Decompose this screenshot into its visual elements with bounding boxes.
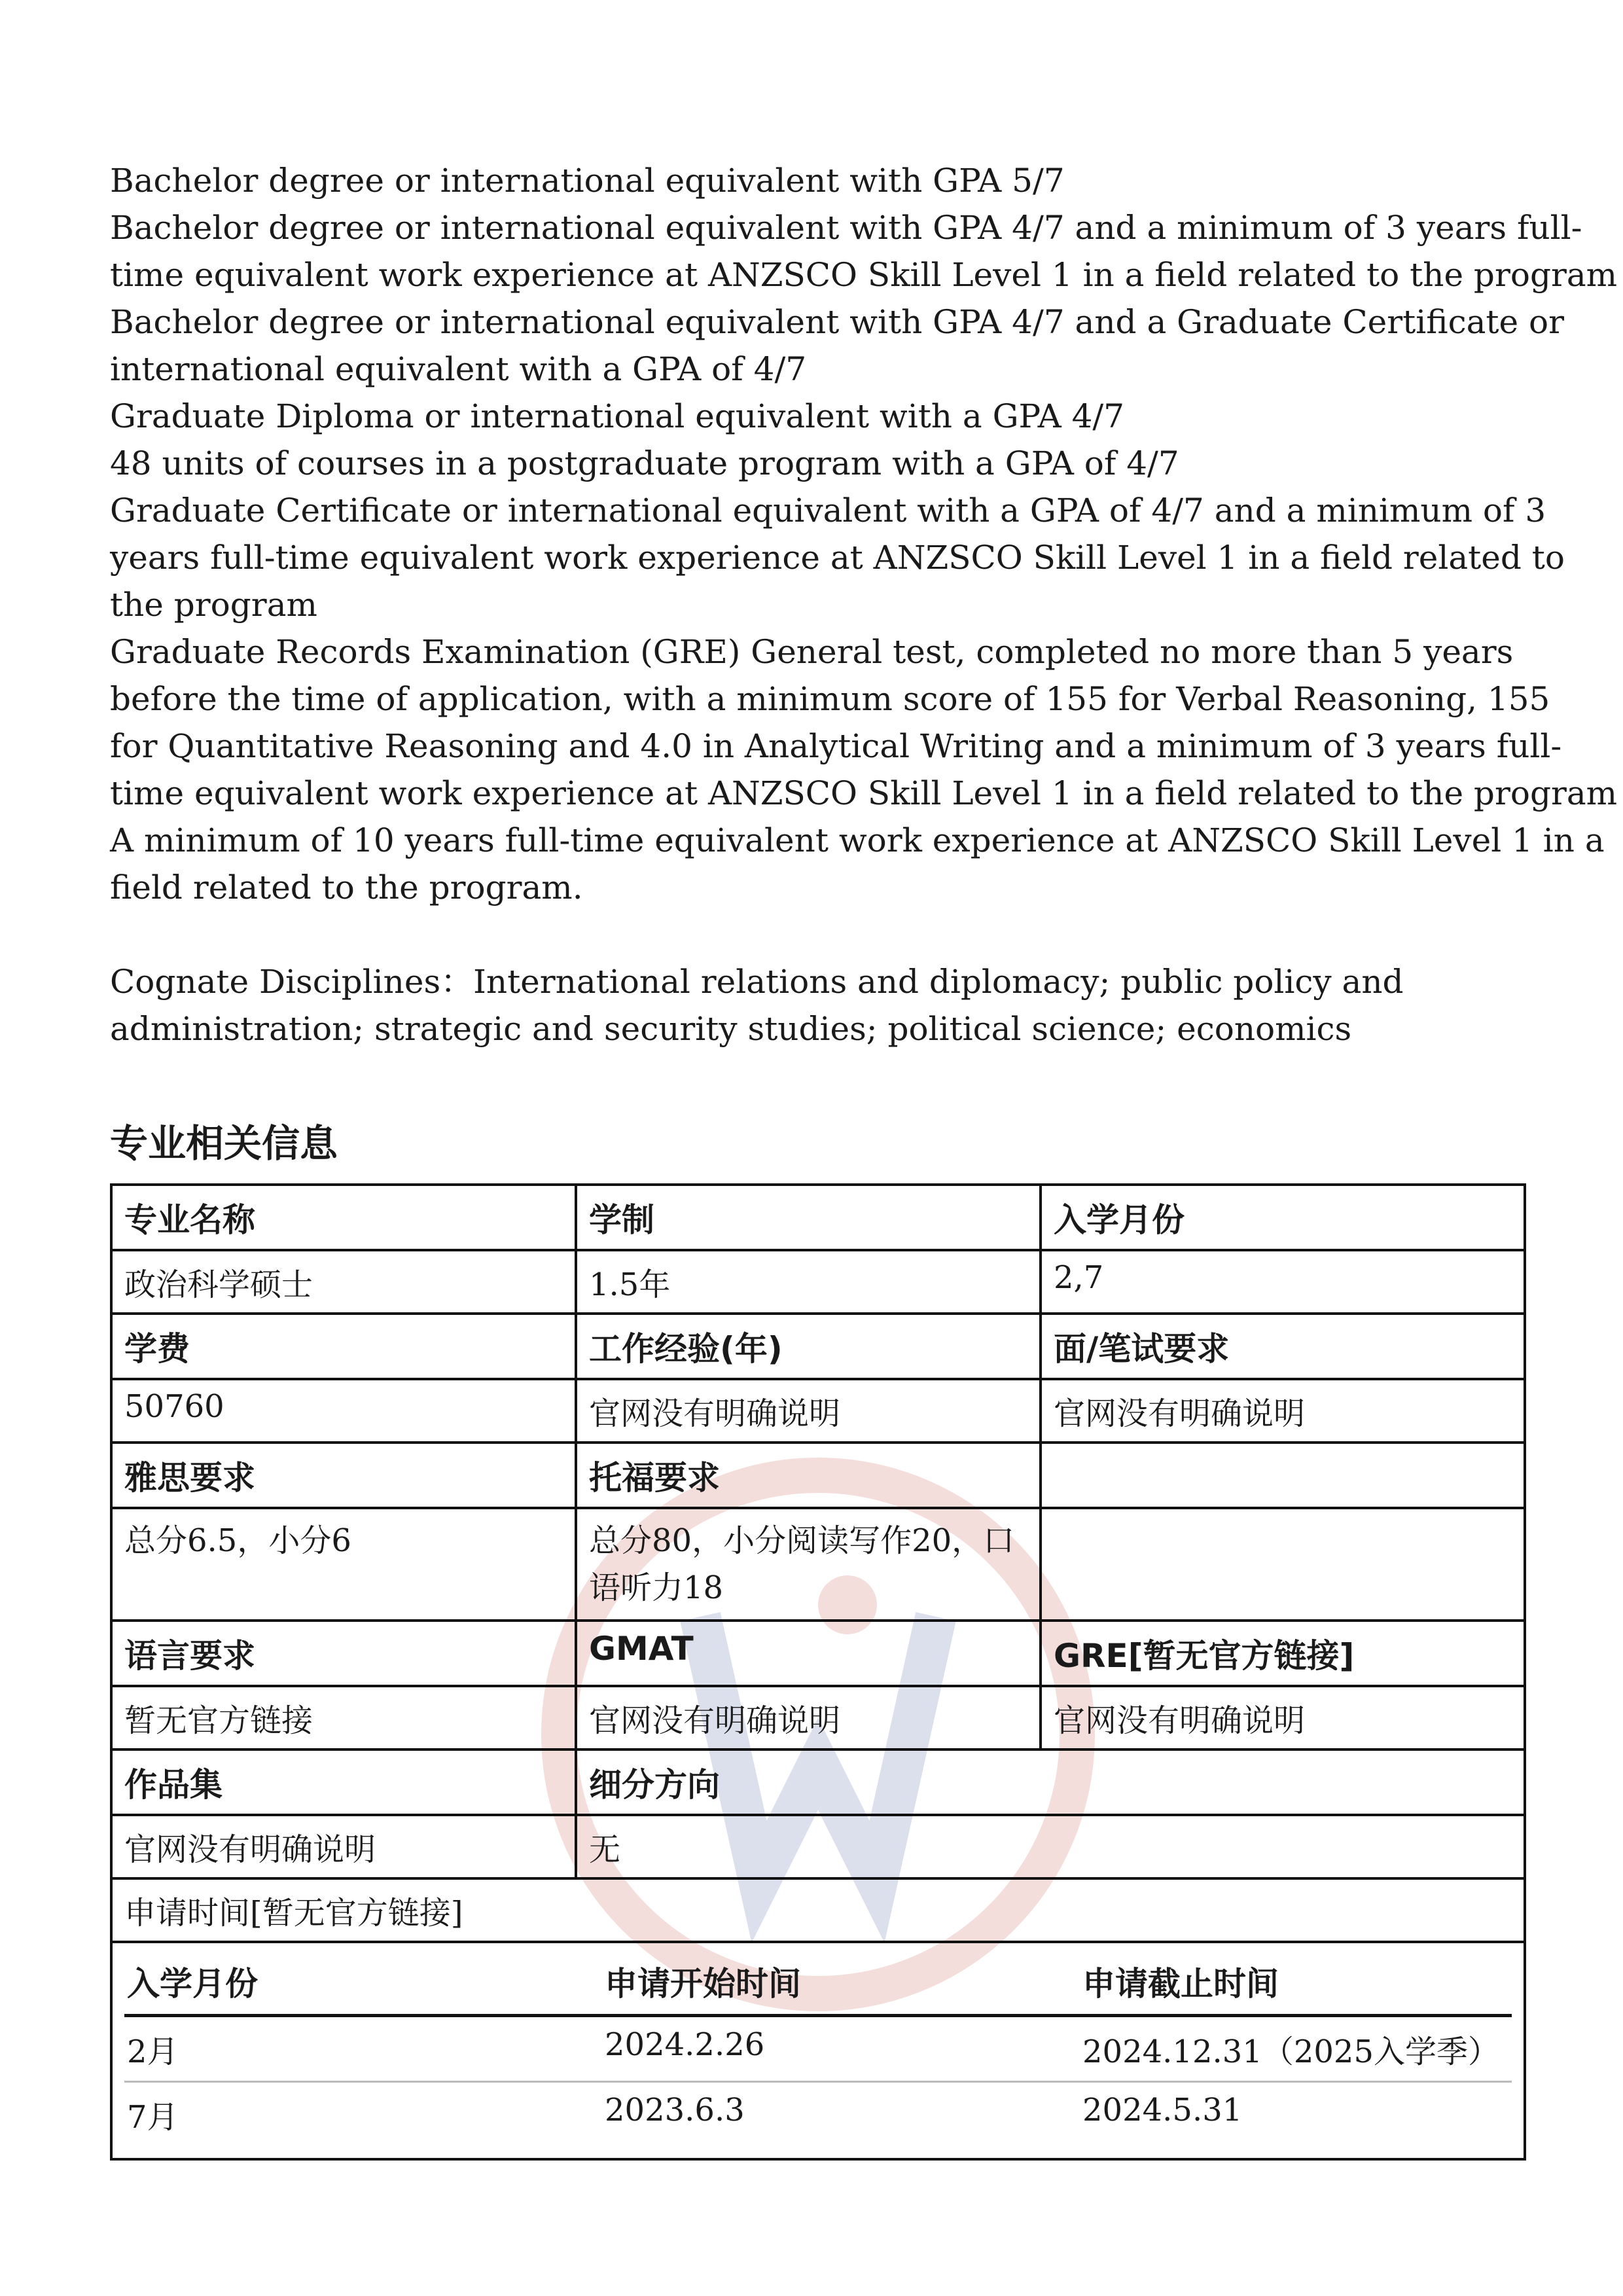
text-line: Cognate Disciplines：International relations and diplomacy; public policy and bbox=[110, 963, 1404, 1001]
header-cell: 学制 bbox=[576, 1185, 1041, 1250]
value-cell: 官网没有明确说明 bbox=[576, 1686, 1041, 1749]
header-cell: 申请截止时间 bbox=[1080, 1943, 1512, 2016]
value-cell: 7月 bbox=[127, 2099, 179, 2136]
text-line: Bachelor degree or international equivalent with GPA 5/7 bbox=[110, 162, 1065, 200]
header-cell: 雅思要求 bbox=[111, 1443, 576, 1508]
header-cell: 作品集 bbox=[111, 1749, 576, 1815]
text-line: Graduate Diploma or international equivalent with a GPA 4/7 bbox=[110, 397, 1125, 435]
text-line: time equivalent work experience at ANZSCO Skill Level 1 in a field related to the program bbox=[110, 774, 1618, 812]
header-cell: 学费 bbox=[111, 1314, 576, 1379]
value-cell: 暂无官方链接 bbox=[111, 1686, 576, 1749]
table-row bbox=[124, 2082, 1512, 2147]
value-cell bbox=[1041, 1508, 1525, 1621]
value-cell: 2023.6.3 bbox=[605, 2092, 745, 2128]
header-cell: 托福要求 bbox=[576, 1443, 1041, 1508]
apply-time-cell bbox=[111, 1942, 1525, 2159]
program-info-table bbox=[110, 1183, 1526, 2161]
value-cell: 总分80，小分阅读写作20，口语听力18 bbox=[576, 1508, 1041, 1621]
value-cell: 官网没有明确说明 bbox=[1041, 1379, 1525, 1443]
value-cell: 2024.2.26 bbox=[602, 2016, 1080, 2082]
value-cell: 政治科学硕士 bbox=[111, 1250, 576, 1314]
cognate-disciplines bbox=[110, 958, 1524, 1052]
text-line: Graduate Certificate or international equivalent with a GPA of 4/7 and a minimum of 3 bbox=[110, 492, 1546, 529]
header-cell: 细分方向 bbox=[576, 1749, 1525, 1815]
value-cell: 官网没有明确说明 bbox=[111, 1815, 576, 1878]
text-line: field related to the program. bbox=[110, 869, 583, 906]
text-line: A minimum of 10 years full-time equivalent work experience at ANZSCO Skill Level 1 in a bbox=[110, 821, 1605, 859]
text-line: international equivalent with a GPA of 4/7 bbox=[110, 350, 807, 388]
table-row bbox=[124, 1943, 1512, 2016]
text-line: time equivalent work experience at ANZSCO Skill Level 1 in a field related to the program bbox=[110, 256, 1618, 294]
value-cell: 2024.5.31 bbox=[1082, 2092, 1243, 2128]
header-cell bbox=[1041, 1443, 1525, 1508]
text-line: administration; strategic and security studies; political science; economics bbox=[110, 1010, 1352, 1048]
text-line: for Quantitative Reasoning and 4.0 in Analytical Writing and a minimum of 3 years full- bbox=[110, 727, 1562, 765]
main-content bbox=[110, 157, 1618, 1052]
header-cell: 申请开始时间 bbox=[602, 1943, 1080, 2016]
value-cell: 50760 bbox=[111, 1379, 576, 1443]
header-cell: 专业名称 bbox=[111, 1185, 576, 1250]
value-cell: 2月 bbox=[124, 2016, 602, 2082]
header-cell: 面/笔试要求 bbox=[1041, 1314, 1525, 1379]
value-cell: 无 bbox=[576, 1815, 1525, 1878]
value-cell: 官网没有明确说明 bbox=[1041, 1686, 1525, 1749]
text-line: Bachelor degree or international equivalent with GPA 4/7 and a Graduate Certificate or bbox=[110, 303, 1564, 341]
value-cell: 2024.12.31（2025入学季） bbox=[1080, 2016, 1512, 2082]
header-cell: 工作经验(年) bbox=[576, 1314, 1041, 1379]
value-cell: 总分6.5，小分6 bbox=[111, 1508, 576, 1621]
header-cell: 入学月份 bbox=[124, 1943, 602, 2016]
text-line: before the time of application, with a minimum score of 155 for Verbal Reasoning, 155 bbox=[110, 680, 1550, 718]
value-cell: 2,7 bbox=[1041, 1250, 1525, 1314]
section-title: 专业相关信息 bbox=[110, 1121, 338, 1166]
value-cell: 官网没有明确说明 bbox=[576, 1379, 1041, 1443]
header-cell: 语言要求 bbox=[111, 1621, 576, 1686]
apply-time-label: 申请时间[暂无官方链接] bbox=[111, 1878, 1525, 1942]
text-line: Bachelor degree or international equivalent with GPA 4/7 and a minimum of 3 years full- bbox=[110, 209, 1582, 247]
header-cell: GMAT bbox=[576, 1621, 1041, 1686]
text-line: the program bbox=[110, 586, 317, 624]
text-line: 48 units of courses in a postgraduate program with a GPA of 4/7 bbox=[110, 444, 1179, 482]
value-cell: 1.5年 bbox=[576, 1250, 1041, 1314]
requirements-text bbox=[110, 157, 1618, 911]
table-row bbox=[124, 2016, 1512, 2082]
header-cell: GRE[暂无官方链接] bbox=[1041, 1621, 1525, 1686]
text-line: Graduate Records Examination (GRE) General test, completed no more than 5 years bbox=[110, 633, 1514, 671]
header-cell: 入学月份 bbox=[1041, 1185, 1525, 1250]
apply-time-table bbox=[124, 1943, 1512, 2146]
text-line: years full-time equivalent work experience at ANZSCO Skill Level 1 in a field related to bbox=[110, 539, 1565, 577]
